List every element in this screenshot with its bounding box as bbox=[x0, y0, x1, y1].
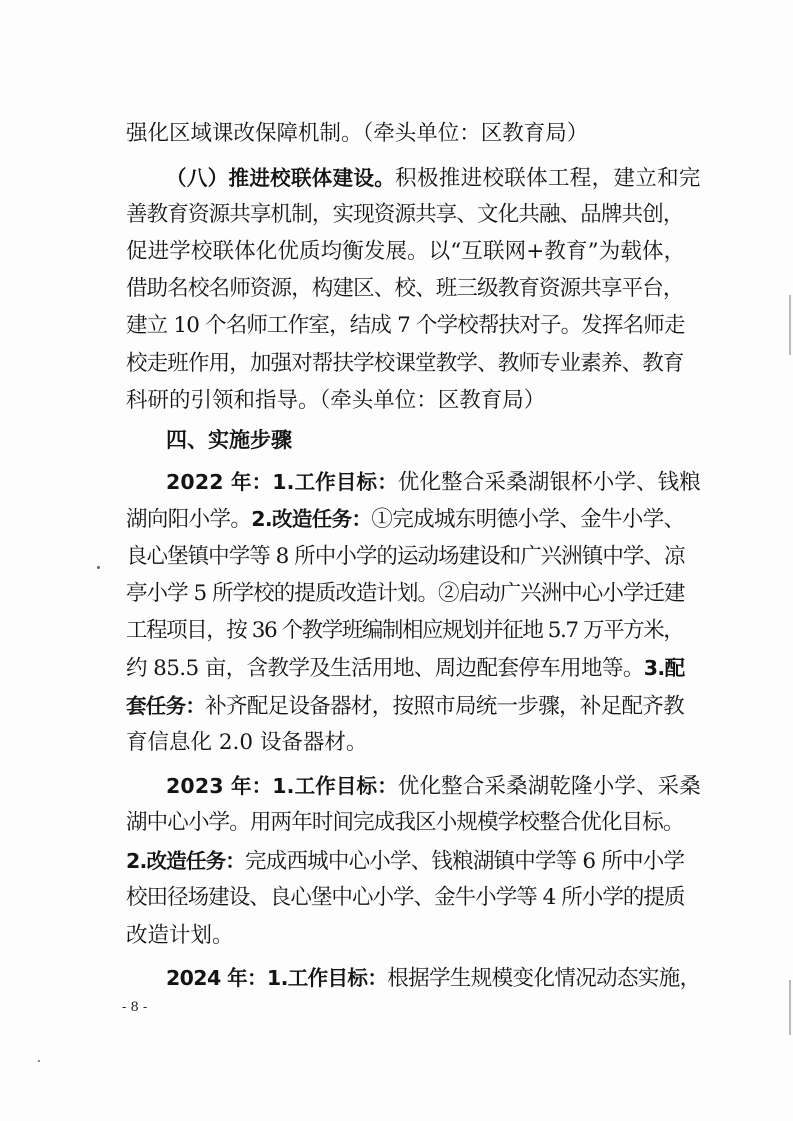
text-line bbox=[126, 236, 685, 268]
text-segment: 亭小学 5 所学校的提质改造计划。②启动广兴洲中心小学迁建 bbox=[126, 581, 685, 606]
text-line bbox=[126, 199, 684, 231]
text-segment: 校田径场建设、良心堡中心小学、金牛小学等 4 所小学的提质 bbox=[126, 885, 685, 910]
text-segment: 优化整合采桑湖乾隆小学、采桑 bbox=[397, 774, 701, 799]
bold-text-segment: 3.配 bbox=[643, 656, 685, 680]
text-segment: 借助名校名师资源，构建区、校、班三级教育资源共享平台， bbox=[126, 276, 684, 301]
scan-speck bbox=[97, 566, 100, 569]
text-line bbox=[126, 727, 367, 759]
text-line bbox=[126, 882, 685, 914]
scan-speck bbox=[38, 1060, 40, 1062]
text-segment: 湖中心小学。用两年时间完成我区小规模学校整合优化目标。 bbox=[126, 810, 684, 835]
text-segment: 科研的引领和指导。（牵头单位：区教育局） bbox=[126, 388, 546, 413]
text-segment: 强化区域课改保障机制。（牵头单位：区教育局） bbox=[126, 121, 589, 146]
text-segment: 根据学生规模变化情况动态实施， bbox=[387, 966, 701, 991]
text-segment: ①完成城东明德小学、金牛小学、 bbox=[371, 507, 685, 532]
page-number: - 8 - bbox=[122, 1000, 148, 1015]
text-segment: 改造计划。 bbox=[126, 923, 234, 948]
text-segment: 工程项目，按 36 个教学班编制相应规划并征地 5.7 万平方米， bbox=[126, 618, 684, 643]
text-segment: 建立 10 个名师工作室，结成 7 个学校帮扶对子。发挥名师走 bbox=[126, 313, 685, 338]
text-line bbox=[166, 424, 292, 457]
text-line bbox=[126, 807, 684, 839]
text-segment: 促进学校联体化优质均衡发展。以“互联网+教育”为载体， bbox=[126, 239, 686, 264]
text-segment: 善教育资源共享机制，实现资源共享、文化共融、品牌共创， bbox=[126, 202, 684, 227]
text-segment: 优化整合采桑湖银杯小学、钱粮 bbox=[397, 470, 701, 495]
bold-text-segment: 2024 年：1.工作目标： bbox=[166, 966, 388, 990]
text-segment: 约 85.5 亩，含教学及生活用地、周边配套停车用地等。 bbox=[126, 656, 644, 681]
text-segment: 补齐配足设备器材，按照市局统一步骤，补足配齐教 bbox=[205, 694, 684, 719]
text-line bbox=[126, 690, 684, 723]
text-line bbox=[126, 920, 234, 952]
bold-text-segment: （八）推进校联体建设。 bbox=[166, 166, 396, 190]
text-line bbox=[126, 348, 684, 380]
bold-text-segment: 2022 年：1.工作目标： bbox=[166, 470, 398, 494]
text-line bbox=[126, 578, 685, 610]
text-line bbox=[126, 118, 588, 150]
bold-text-segment: 2023 年：1.工作目标： bbox=[166, 774, 398, 798]
scan-edge-mark bbox=[789, 980, 791, 1035]
bold-text-segment: 2.改造任务： bbox=[126, 849, 246, 873]
text-line bbox=[126, 273, 684, 305]
text-segment: 湖向阳小学。 bbox=[126, 507, 252, 532]
text-line bbox=[126, 845, 684, 878]
text-line bbox=[166, 962, 701, 995]
text-line bbox=[166, 466, 701, 499]
bold-text-segment: 套任务： bbox=[126, 694, 206, 718]
text-segment: 完成西城中心小学、钱粮湖镇中学等 6 所中小学 bbox=[245, 849, 685, 874]
text-line bbox=[126, 615, 683, 647]
text-line bbox=[126, 310, 685, 342]
text-line bbox=[166, 770, 701, 803]
section-heading: 四、实施步骤 bbox=[166, 428, 292, 452]
text-line bbox=[126, 385, 545, 417]
text-line bbox=[126, 652, 685, 685]
text-line bbox=[166, 162, 701, 195]
text-segment: 校走班作用，加强对帮扶学校课堂教学、教师专业素养、教育 bbox=[126, 351, 684, 376]
text-segment: 良心堡镇中学等 8 所中小学的运动场建设和广兴洲镇中学、凉 bbox=[126, 544, 685, 569]
bold-text-segment: 2.改造任务： bbox=[251, 507, 372, 531]
text-line bbox=[126, 503, 684, 536]
scan-edge-mark bbox=[789, 295, 791, 355]
text-line bbox=[126, 541, 685, 573]
text-segment: 积极推进校联体工程，建立和完 bbox=[395, 166, 701, 191]
text-segment: 育信息化 2.0 设备器材。 bbox=[126, 730, 368, 755]
